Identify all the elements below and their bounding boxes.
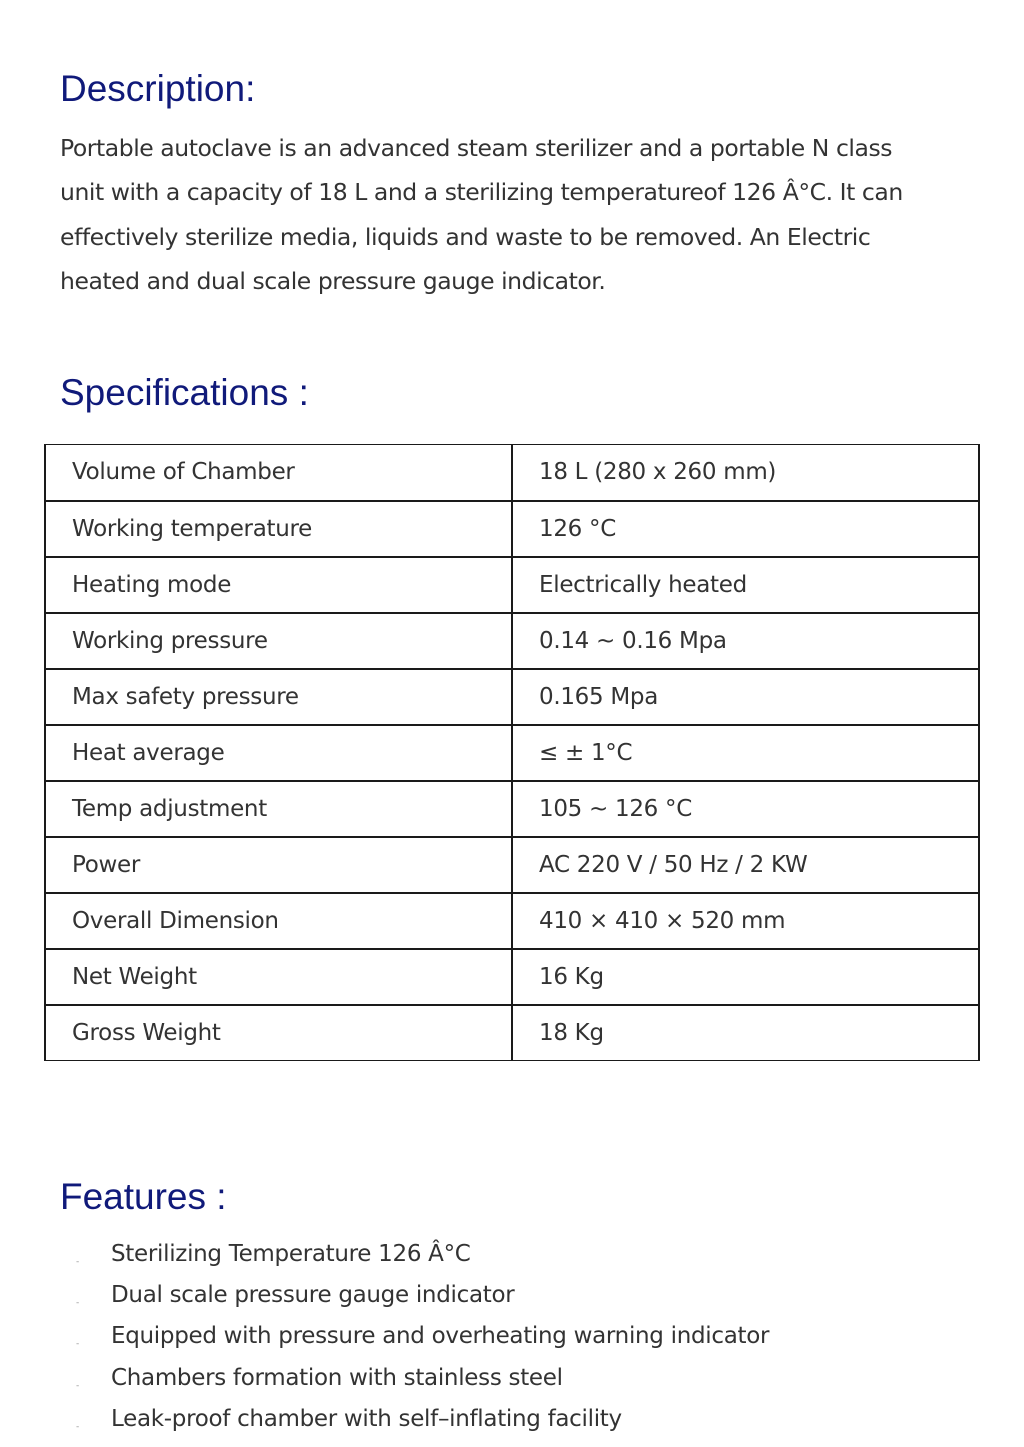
list-item (76, 1234, 769, 1275)
spec-label: Working temperature (45, 501, 512, 557)
table-row (45, 949, 979, 1005)
description-line: effectively sterilize media, liquids and waste to be removed. An Electric (60, 222, 871, 251)
spec-label: Overall Dimension (45, 893, 512, 949)
spec-label: Heating mode (45, 557, 512, 613)
table-row (45, 669, 979, 725)
bullet-icon: - (76, 1298, 79, 1309)
spec-label: Heat average (45, 725, 512, 781)
description-text (60, 126, 980, 303)
spec-value: ≤ ± 1°C (512, 725, 979, 781)
spec-value: 126 °C (512, 501, 979, 557)
spec-label: Working pressure (45, 613, 512, 669)
table-row (45, 501, 979, 557)
spec-label: Power (45, 837, 512, 893)
spec-value: 410 × 410 × 520 mm (512, 893, 979, 949)
table-row (45, 613, 979, 669)
spec-label: Net Weight (45, 949, 512, 1005)
spec-value: 18 L (280 x 260 mm) (512, 445, 979, 501)
description-line: heated and dual scale pressure gauge indicator. (60, 266, 606, 295)
list-item (76, 1399, 769, 1440)
table-row (45, 893, 979, 949)
list-item (76, 1358, 769, 1399)
list-item (76, 1275, 769, 1316)
table-row (45, 557, 979, 613)
bullet-icon: - (76, 1257, 79, 1267)
bullet-icon: - (76, 1421, 79, 1432)
features-list (76, 1234, 769, 1440)
specifications-heading: Specifications : (60, 372, 309, 413)
spec-label: Temp adjustment (45, 781, 512, 837)
spec-value: 0.165 Mpa (512, 669, 979, 725)
spec-label: Volume of Chamber (45, 445, 512, 501)
feature-text: Leak-proof chamber with self–inflating facility (111, 1405, 622, 1432)
table-row (45, 1005, 979, 1061)
feature-text: Dual scale pressure gauge indicator (111, 1282, 515, 1309)
bullet-icon: - (76, 1380, 79, 1391)
table-row (45, 837, 979, 893)
feature-text: Equipped with pressure and overheating warning indicator (111, 1323, 770, 1350)
feature-text: Chambers formation with stainless steel (111, 1364, 563, 1391)
spec-value: 0.14 ~ 0.16 Mpa (512, 613, 979, 669)
description-heading: Description: (60, 68, 256, 109)
spec-label: Max safety pressure (45, 669, 512, 725)
spec-label: Gross Weight (45, 1005, 512, 1061)
features-heading: Features : (60, 1176, 227, 1217)
spec-value: 16 Kg (512, 949, 979, 1005)
spec-value: 105 ~ 126 °C (512, 781, 979, 837)
list-item (76, 1316, 769, 1357)
specifications-table (44, 444, 980, 1061)
table-row (45, 781, 979, 837)
bullet-icon: - (76, 1339, 79, 1350)
description-line: unit with a capacity of 18 L and a sterilizing temperatureof 126 Â°C. It can (60, 178, 903, 207)
table-row (45, 725, 979, 781)
spec-value: AC 220 V / 50 Hz / 2 KW (512, 837, 979, 893)
spec-value: Electrically heated (512, 557, 979, 613)
feature-text: Sterilizing Temperature 126 Â°C (111, 1241, 471, 1267)
spec-value: 18 Kg (512, 1005, 979, 1061)
description-line: Portable autoclave is an advanced steam sterilizer and a portable N class (60, 134, 893, 162)
table-row (45, 445, 979, 501)
